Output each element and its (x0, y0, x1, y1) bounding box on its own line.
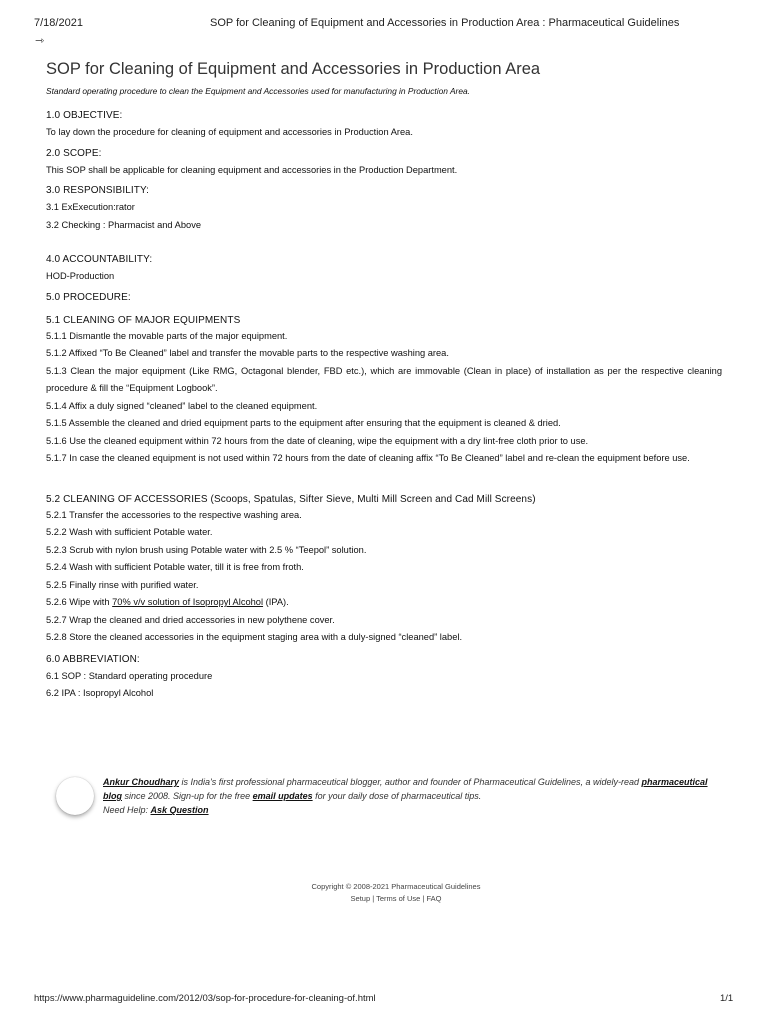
objective-heading: 1.0 OBJECTIVE: (46, 110, 123, 121)
faq-link[interactable]: FAQ (426, 894, 442, 903)
copyright-text: Copyright © 2008-2021 Pharmaceutical Guidelines (311, 882, 481, 891)
list-item: 5.2.7 Wrap the cleaned and dried accessories in new polythene cover. (46, 614, 335, 625)
procedure-heading: 5.0 PROCEDURE: (46, 291, 131, 303)
item-526-suffix: (IPA). (263, 597, 289, 607)
accessories-heading: 5.2 CLEANING OF ACCESSORIES (Scoops, Spatulas, Sifter Sieve, Multi Mill Screen and Cad Mill Screens) (46, 493, 536, 505)
bio-text-3: for your daily dose of pharmaceutical tips. (312, 791, 482, 801)
list-item: 5.1.7 In case the cleaned equipment is not used within 72 hours from the date of cleaning affix “To Be Cleaned” label and re-clean the equipment before use. (46, 453, 690, 463)
link-separator: | (370, 894, 377, 903)
responsibility-item: 3.1 ExExecution:rator (46, 202, 135, 212)
print-page-title: SOP for Cleaning of Equipment and Accessories in Production Area : Pharmaceutical Guidelines (210, 17, 680, 29)
setup-link[interactable]: Setup (350, 894, 371, 903)
link-separator: | (420, 894, 427, 903)
print-footer-url: https://www.pharmaguideline.com/2012/03/sop-for-procedure-for-cleaning-of.html (34, 993, 376, 1004)
abbreviation-item: 6.1 SOP : Standard operating procedure (46, 670, 213, 681)
item-526-prefix: 5.2.6 Wipe with (46, 597, 113, 607)
ask-question-link[interactable]: Ask Question (150, 805, 209, 815)
print-date: 7/18/2021 (34, 17, 83, 29)
responsibility-heading: 3.0 RESPONSIBILITY: (46, 185, 150, 196)
article-title: SOP for Cleaning of Equipment and Accessories in Production Area (46, 60, 541, 78)
email-updates-link[interactable]: email updates (252, 791, 313, 801)
scope-text: This SOP shall be applicable for cleaning equipment and accessories in the Production Department. (46, 164, 458, 175)
accessories-list (46, 507, 722, 647)
list-item: 5.1.6 Use the cleaned equipment within 72 hours from the date of cleaning, wipe the equipment with a dry lint-free cloth prior to use. (46, 435, 589, 446)
article (46, 58, 722, 703)
isopropyl-alcohol-link[interactable]: 70% v/v solution of Isopropyl Alcohol (112, 597, 264, 607)
list-item: 5.2.2 Wash with sufficient Potable water. (46, 527, 213, 537)
need-help-label: Need Help: (103, 805, 151, 815)
responsibility-item: 3.2 Checking : Pharmacist and Above (46, 219, 202, 230)
abbreviation-item: 6.2 IPA : Isopropyl Alcohol (46, 688, 154, 698)
list-item: 5.1.1 Dismantle the movable parts of the major equipment. (46, 330, 288, 341)
list-item: 5.2.3 Scrub with nylon brush using Potable water with 2.5 % “Teepol” solution. (46, 544, 367, 555)
scope-heading: 2.0 SCOPE: (46, 147, 102, 159)
print-page-number: 1/1 (720, 993, 734, 1004)
print-header (0, 0, 768, 50)
list-item: 5.2.1 Transfer the accessories to the respective washing area. (46, 509, 302, 520)
pharmaceutical-blog-link[interactable]: pharmaceutical blog (103, 777, 708, 801)
accountability-heading: 4.0 ACCOUNTABILITY: (46, 254, 153, 265)
footer-links (0, 893, 768, 905)
author-name-link[interactable]: Ankur Choudhary (103, 777, 180, 787)
list-item: 5.1.3 Clean the major equipment (Like RMG, Octagonal blender, FBD etc.), which are immovable (Clean in place) of installation as per the respective cleaning procedure & fill the “Equipment Logbook”. (46, 365, 722, 393)
bio-text-2: since 2008. Sign-up for the free (122, 791, 253, 801)
terms-of-use-link[interactable]: Terms of Use (376, 894, 421, 903)
objective-text: To lay down the procedure for cleaning of equipment and accessories in Production Area. (46, 127, 413, 137)
list-item: 5.2.5 Finally rinse with purified water. (46, 579, 199, 590)
avatar (56, 777, 94, 815)
list-item (46, 594, 722, 612)
list-item: 5.2.4 Wash with sufficient Potable water, till it is free from froth. (46, 562, 304, 572)
list-item: 5.1.5 Assemble the cleaned and dried equipment parts to the equipment after ensuring that the equipment is cleaned & dried. (46, 418, 561, 428)
major-equipment-list (46, 328, 722, 468)
copyright-block (0, 881, 768, 905)
article-subtitle: Standard operating procedure to clean the Equipment and Accessories used for manufacturing in Production Area. (46, 86, 470, 96)
list-item: 5.1.4 Affix a duly signed “cleaned” label to the cleaned equipment. (46, 400, 318, 411)
accountability-text: HOD-Production (46, 271, 115, 281)
abbreviation-heading: 6.0 ABBREVIATION: (46, 653, 140, 665)
author-bio-text (103, 775, 723, 817)
list-item: 5.2.8 Store the cleaned accessories in the equipment staging area with a duly-signed “cleaned” label. (46, 632, 463, 642)
bio-text-1: is India's first professional pharmaceutical blogger, author and founder of Pharmaceutical Guidelines, a widely-read (179, 777, 642, 787)
major-equipment-heading: 5.1 CLEANING OF MAJOR EQUIPMENTS (46, 314, 241, 326)
list-item: 5.1.2 Affixed “To Be Cleaned” label and transfer the movable parts to the respective washing area. (46, 348, 449, 358)
arrow-icon: ⇾ (35, 35, 45, 47)
